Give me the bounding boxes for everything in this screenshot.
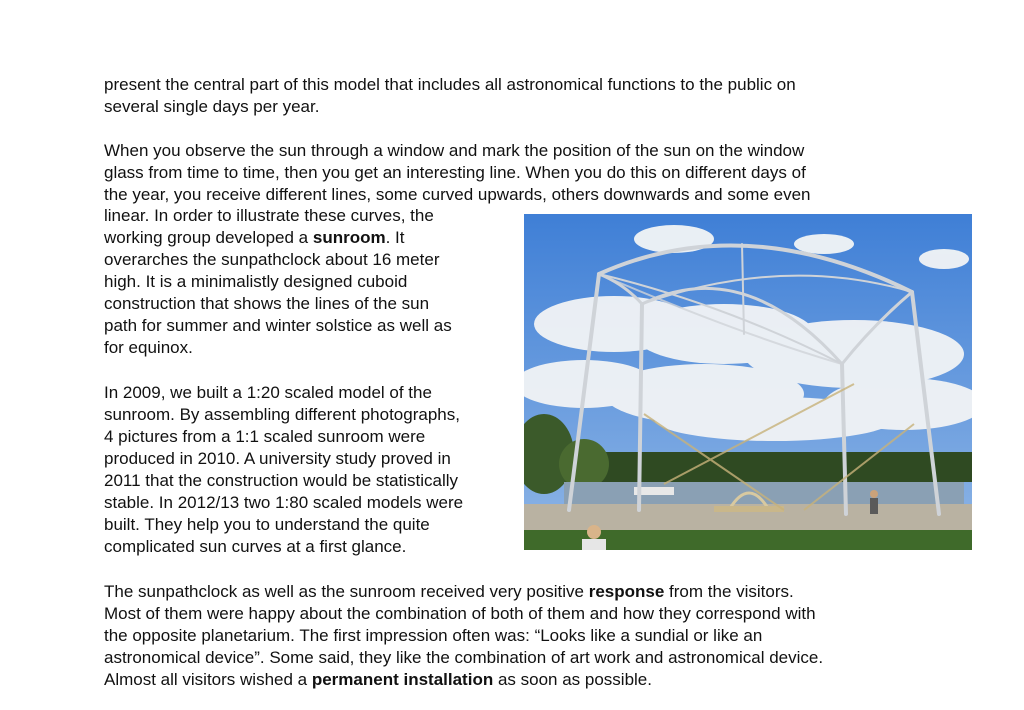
paragraph-models-history <box>104 382 463 558</box>
text-line: path for summer and winter solstice as well as <box>104 316 452 335</box>
bold-term-permanent-installation: permanent installation <box>311 670 494 689</box>
text-line: high. It is a minimalistly designed cuboid <box>104 272 408 291</box>
paragraph-intro <box>104 74 796 118</box>
text-line: the opposite planetarium. The first impression often was: “Looks like a sundial or like an <box>104 626 763 645</box>
text-line: . It <box>385 228 405 247</box>
text-line: working group developed a <box>104 228 313 247</box>
paragraph-visitor-response <box>104 581 823 691</box>
text-line: complicated sun curves at a first glance. <box>104 537 407 556</box>
text-line: Almost all visitors wished a <box>104 670 312 689</box>
text-line: 2011 that the construction would be statistically <box>104 471 459 490</box>
paragraph-window-observation <box>104 140 811 206</box>
text-line: astronomical device”. Some said, they like the combination of art work and astronomical device. <box>104 648 824 667</box>
text-line: stable. In 2012/13 two 1:80 scaled models were <box>104 493 464 512</box>
bold-term-response: response <box>588 582 665 601</box>
text-line: 4 pictures from a 1:1 scaled sunroom were <box>104 427 426 446</box>
text-line: When you observe the sun through a window and mark the position of the sun on the window <box>104 141 805 160</box>
text-line: overarches the sunpathclock about 16 meter <box>104 250 440 269</box>
text-line: In 2009, we built a 1:20 scaled model of the <box>104 383 432 402</box>
text-line: construction that shows the lines of the sun <box>104 294 430 313</box>
text-line: The sunpathclock as well as the sunroom received very positive <box>104 582 589 601</box>
text-line: glass from time to time, then you get an interesting line. When you do this on different days of <box>104 163 806 182</box>
paragraph-sunroom <box>104 205 452 359</box>
text-line: the year, you receive different lines, some curved upwards, others downwards and some even <box>104 185 811 204</box>
text-line: as soon as possible. <box>493 670 652 689</box>
text-line: present the central part of this model that includes all astronomical functions to the public on <box>104 75 796 94</box>
text-line: sunroom. By assembling different photographs, <box>104 405 460 424</box>
text-line: built. They help you to understand the quite <box>104 515 430 534</box>
text-line: produced in 2010. A university study proved in <box>104 449 451 468</box>
text-line: for equinox. <box>104 338 193 357</box>
text-line: Most of them were happy about the combination of both of them and how they correspond with <box>104 604 816 623</box>
text-line: several single days per year. <box>104 97 320 116</box>
text-line: from the visitors. <box>664 582 794 601</box>
sunroom-photo <box>524 214 972 550</box>
bold-term-sunroom: sunroom <box>312 228 386 247</box>
text-line: linear. In order to illustrate these curves, the <box>104 206 434 225</box>
